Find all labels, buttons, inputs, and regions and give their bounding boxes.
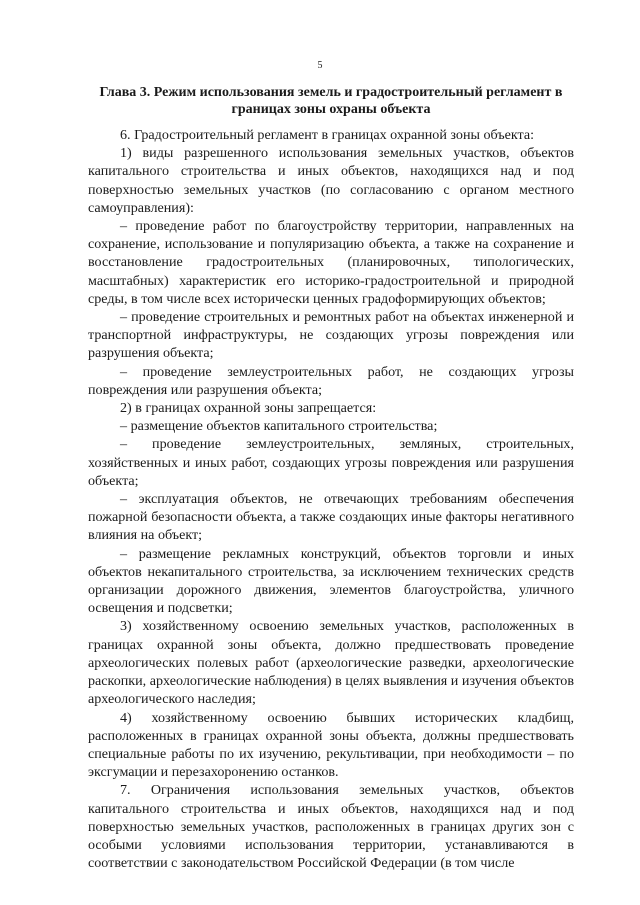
paragraph-item-3: 3) хозяйственному освоению земельных участков, расположенных в границах охранной зоны объекта, должно предшествовать проведение археологических полевых работ (археологические разведки, археологические раскопки, археологические наблюдения) в целях выявления и изучения объектов археологического наследия;: [88, 618, 574, 708]
paragraph-item-1: 1) виды разрешенного использования земельных участков, объектов капитального строительства и иных объектов, находящихся над и под поверхностью земельных участков (по согласованию с органом местного самоуправления):: [88, 145, 574, 216]
paragraph-6-heading: 6. Градостроительный регламент в границах охранной зоны объекта:: [120, 127, 535, 143]
list-item: – эксплуатация объектов, не отвечающих требованиям обеспечения пожарной безопасности объекта, а также создающих иные факторы негативного влияния на объект;: [88, 491, 574, 544]
list-item: – проведение землеустроительных, земляных, строительных, хозяйственных и иных работ, создающих угрозы повреждения или разрушения объекта;: [88, 436, 574, 489]
list-item: – проведение землеустроительных работ, не создающих угрозы повреждения или разрушения объекта;: [88, 363, 574, 398]
chapter-title: Глава 3. Режим использования земель и градостроительный регламент в границах зоны охраны объекта: [99, 85, 563, 117]
list-item: – размещение объектов капитального строительства;: [120, 418, 438, 435]
paragraph-item-4: 4) хозяйственному освоению бывших исторических кладбищ, расположенных в границах охранной зоны объекта, должны предшествовать специальные работы по их изучению, рекультивации, при необходимости – по эксгумации и перезахоронению останков.: [88, 709, 574, 781]
document-body: [88, 126, 574, 872]
list-item: – проведение строительных и ремонтных работ на объектах инженерной и транспортной инфраструктуры, не создающих угрозы повреждения или разрушения объекта;: [88, 309, 574, 362]
paragraph-7: 7. Ограничения использования земельных участков, объектов капитального строительства и иных объектов, находящихся над и под поверхностью земельных участков, расположенных в границах других зон с особыми условиями использования территории, устанавливаются в соответствии с законодательством Российской Федерации (в том числе: [88, 782, 574, 872]
list-item: – размещение рекламных конструкций, объектов торговли и иных объектов некапитального строительства, за исключением технических средств организации дорожного движения, элементов благоустройства, уличного освещения и подсветки;: [88, 545, 574, 617]
list-item: – проведение работ по благоустройству территории, направленных на сохранение, использование и популяризацию объекта, а также на сохранение и восстановление градостроительных (планировочных, типологических, масштабных) характеристик его историко-градостроительной и природной среды, в том числе всех исторически ценных градоформирующих объектов;: [88, 218, 574, 307]
page-number: 5: [317, 60, 323, 71]
paragraph-item-2: 2) в границах охранной зоны запрещается:: [120, 400, 377, 417]
